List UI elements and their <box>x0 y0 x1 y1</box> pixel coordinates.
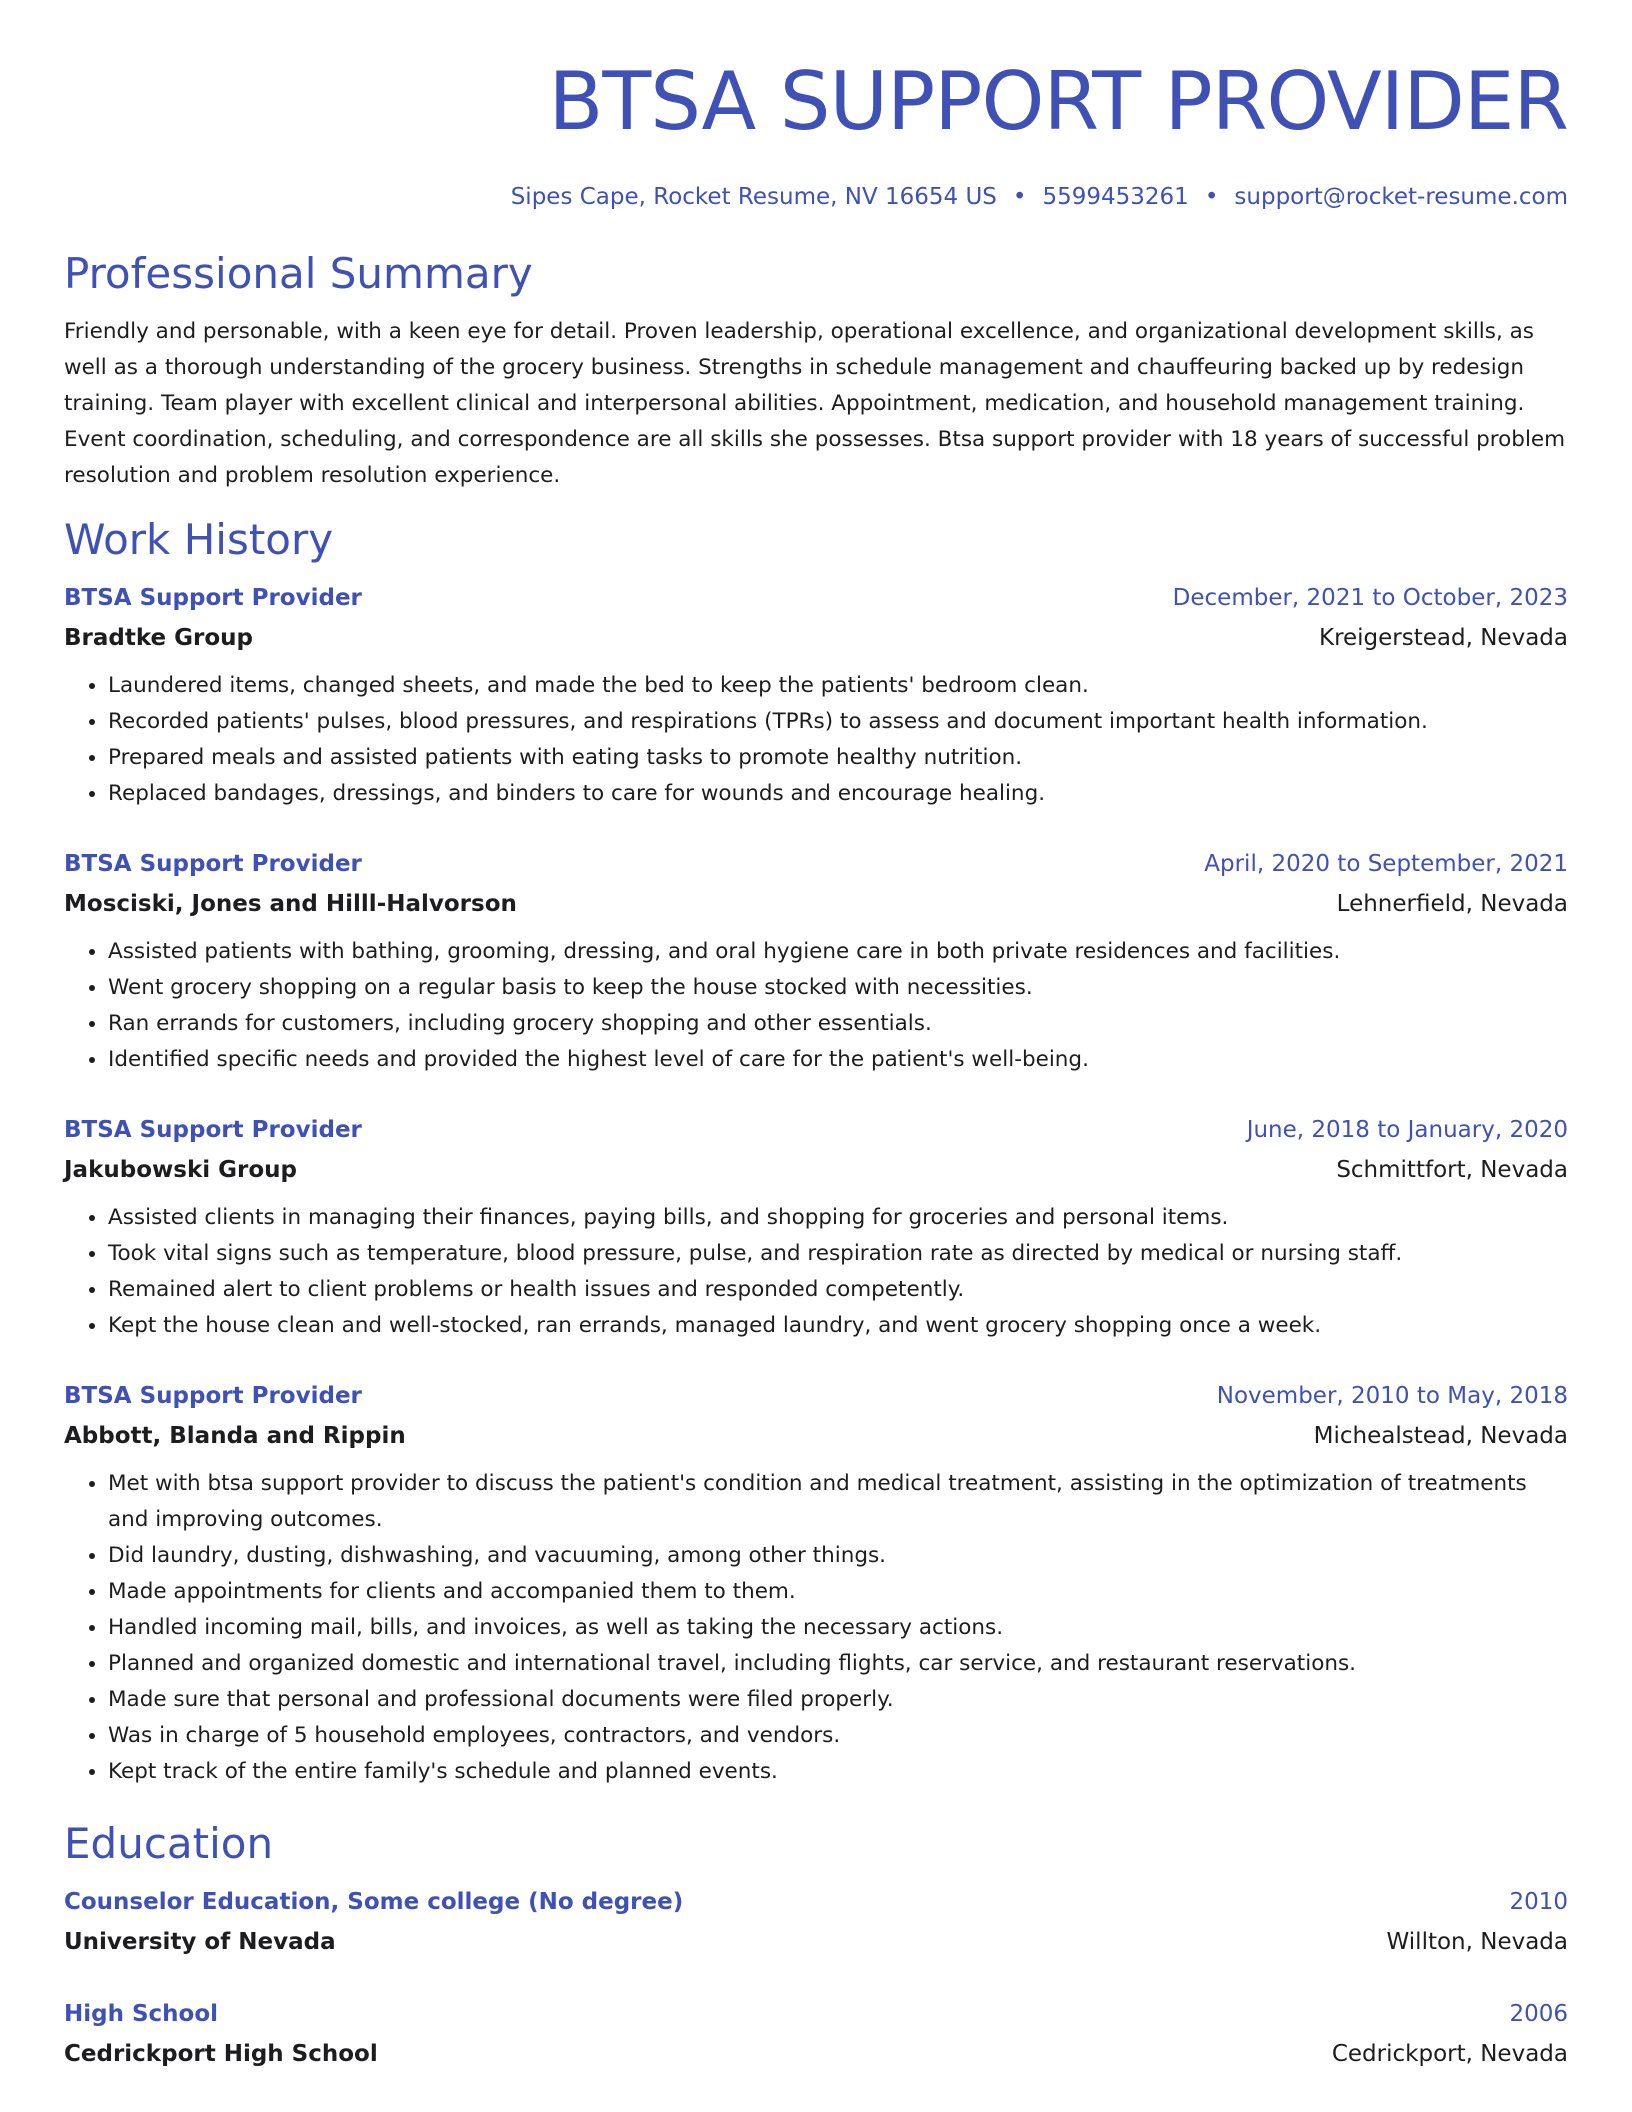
job-company-row <box>64 1416 1568 1456</box>
job-company: Jakubowski Group <box>64 1157 297 1183</box>
education-degree: Counselor Education, Some college (No degree) <box>64 1889 684 1915</box>
job-bullet: • Went grocery shopping on a regular basis to keep the house stocked with necessities. <box>108 970 1568 1006</box>
work-history-heading: Work History <box>64 515 334 564</box>
education-year: 2010 <box>1509 1889 1568 1915</box>
education-location: Cedrickport, Nevada <box>1331 2041 1568 2067</box>
job-bullet: • Made appointments for clients and accompanied them to them. <box>108 1574 1568 1610</box>
education-school: Cedrickport High School <box>64 2041 378 2067</box>
contact-line <box>64 182 1568 212</box>
education-year: 2006 <box>1509 2001 1568 2027</box>
summary-text: Friendly and personable, with a keen eye for detail. Proven leadership, operational excellence, and organizational development skills, as well as a thorough understanding of the grocery business. Strengths in schedule management and chauffeuring backed up by redesign training. Team player with excellent clinical and interpersonal abilities. Appointment, medication, and household management training. Event coordination, scheduling, and correspondence are all skills she possesses. Btsa support provider with 18 years of successful problem resolution and problem resolution experience. <box>64 319 1566 488</box>
education-entry <box>64 1994 1568 2074</box>
education-entry <box>64 1882 1568 1962</box>
job-company: Mosciski, Jones and Hilll-Halvorson <box>64 891 517 917</box>
job-entry <box>64 1376 1568 1790</box>
job-header-row <box>64 578 1568 618</box>
job-bullet: • Assisted clients in managing their finances, paying bills, and shopping for groceries and personal items. <box>108 1200 1568 1236</box>
job-bullet: • Did laundry, dusting, dishwashing, and vacuuming, among other things. <box>108 1538 1568 1574</box>
separator-dot: • <box>1012 184 1027 210</box>
job-company: Abbott, Blanda and Rippin <box>64 1423 406 1449</box>
job-location: Kreigerstead, Nevada <box>1318 625 1568 651</box>
job-bullet: • Handled incoming mail, bills, and invoices, as well as taking the necessary actions. <box>108 1610 1568 1646</box>
contact-phone: 5599453261 <box>1042 184 1189 210</box>
job-company-row <box>64 884 1568 924</box>
job-bullet: • Identified specific needs and provided the highest level of care for the patient's well-being. <box>108 1042 1568 1078</box>
job-header-row <box>64 844 1568 884</box>
job-bullet: • Made sure that personal and professional documents were filed properly. <box>108 1682 1568 1718</box>
job-bullet: • Kept the house clean and well-stocked, ran errands, managed laundry, and went grocery shopping once a week. <box>108 1308 1568 1344</box>
contact-email: support@rocket-resume.com <box>1234 184 1568 210</box>
job-bullet: • Met with btsa support provider to discuss the patient's condition and medical treatment, assisting in the optimization of treatments and improving outcomes. <box>108 1466 1568 1538</box>
job-title: BTSA Support Provider <box>64 1383 362 1409</box>
summary-heading: Professional Summary <box>64 249 533 298</box>
job-entry <box>64 578 1568 812</box>
job-bullets <box>64 1466 1568 1790</box>
job-bullet: • Assisted patients with bathing, grooming, dressing, and oral hygiene care in both private residences and facilities. <box>108 934 1568 970</box>
education-header-row <box>64 1882 1568 1922</box>
job-bullet: • Recorded patients' pulses, blood pressures, and respirations (TPRs) to assess and document important health information. <box>108 704 1568 740</box>
job-bullet: • Was in charge of 5 household employees, contractors, and vendors. <box>108 1718 1568 1754</box>
job-bullet: • Ran errands for customers, including grocery shopping and other essentials. <box>108 1006 1568 1042</box>
education-header-row <box>64 1994 1568 2034</box>
education-location: Willton, Nevada <box>1386 1929 1568 1955</box>
job-entry <box>64 844 1568 1078</box>
separator-dot: • <box>1204 184 1219 210</box>
job-title: BTSA Support Provider <box>64 851 362 877</box>
contact-address: Sipes Cape, Rocket Resume, NV 16654 US <box>510 184 997 210</box>
job-company-row <box>64 618 1568 658</box>
job-dates: June, 2018 to January, 2020 <box>1246 1117 1568 1143</box>
job-company: Bradtke Group <box>64 625 253 651</box>
job-bullet: • Prepared meals and assisted patients with eating tasks to promote healthy nutrition. <box>108 740 1568 776</box>
job-dates: April, 2020 to September, 2021 <box>1204 851 1568 877</box>
job-dates: December, 2021 to October, 2023 <box>1172 585 1568 611</box>
job-company-row <box>64 1150 1568 1190</box>
job-header-row <box>64 1110 1568 1150</box>
job-location: Schmittfort, Nevada <box>1336 1157 1568 1183</box>
education-school-row <box>64 1922 1568 1962</box>
education-heading: Education <box>64 1819 274 1868</box>
job-location: Michealstead, Nevada <box>1313 1423 1568 1449</box>
job-bullet: • Replaced bandages, dressings, and binders to care for wounds and encourage healing. <box>108 776 1568 812</box>
job-bullet: • Remained alert to client problems or health issues and responded competently. <box>108 1272 1568 1308</box>
job-bullets <box>64 1200 1568 1344</box>
job-bullets <box>64 668 1568 812</box>
job-title: BTSA Support Provider <box>64 585 362 611</box>
job-bullets <box>64 934 1568 1078</box>
job-bullet: • Kept track of the entire family's schedule and planned events. <box>108 1754 1568 1790</box>
job-bullet: • Laundered items, changed sheets, and made the bed to keep the patients' bedroom clean. <box>108 668 1568 704</box>
job-bullet: • Took vital signs such as temperature, blood pressure, pulse, and respiration rate as directed by medical or nursing staff. <box>108 1236 1568 1272</box>
education-degree: High School <box>64 2001 219 2027</box>
education-school: University of Nevada <box>64 1929 336 1955</box>
job-entry <box>64 1110 1568 1344</box>
candidate-name: BTSA SUPPORT PROVIDER <box>548 55 1568 148</box>
job-location: Lehnerfield, Nevada <box>1336 891 1568 917</box>
education-school-row <box>64 2034 1568 2074</box>
job-dates: November, 2010 to May, 2018 <box>1216 1383 1568 1409</box>
job-header-row <box>64 1376 1568 1416</box>
job-title: BTSA Support Provider <box>64 1117 362 1143</box>
job-bullet: • Planned and organized domestic and international travel, including flights, car service, and restaurant reservations. <box>108 1646 1568 1682</box>
